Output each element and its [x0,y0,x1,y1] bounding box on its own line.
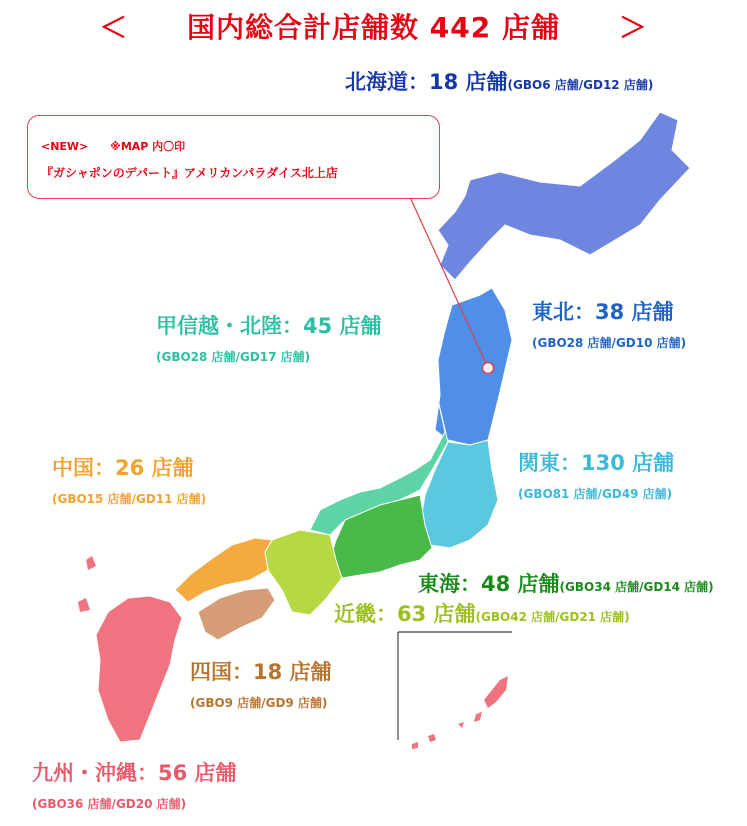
region-kinki [265,530,342,615]
region-tohoku [435,288,512,445]
tohoku-name: 東北：38 店舗 [532,300,674,324]
new-store-marker [483,363,494,374]
label-chugoku [52,452,206,507]
chugoku-detail: (GBO15 店舗/GD11 店舗) [52,492,207,506]
label-koshinetsu [156,310,382,365]
region-kyushu-islands [78,556,96,612]
tokai-detail: (GBO34 店舗/GD14 店舗) [559,580,714,594]
kyushu-detail: (GBO36 店舗/GD20 店舗) [32,797,187,811]
tokai-name: 東海：48 店舗 [418,572,560,596]
new-store-name: 『ガシャポンのデパート』アメリカンパラダイス北上店 [41,166,338,180]
label-tokai [418,568,714,598]
shikoku-name: 四国：18 店舗 [190,660,332,684]
left-arrow-icon: ＜ [99,11,129,44]
region-kyushu [96,596,182,742]
region-hokkaido [438,112,690,280]
koshinetsu-detail: (GBO28 店舗/GD17 店舗) [156,350,311,364]
kanto-detail: (GBO81 店舗/GD49 店舗) [518,487,673,501]
callout-header [41,138,185,154]
kinki-detail: (GBO42 店舗/GD21 店舗) [475,610,630,624]
label-kyushu [32,757,237,812]
label-kanto [518,447,674,502]
shikoku-detail: (GBO9 店舗/GD9 店舗) [190,696,328,710]
okinawa-inset-frame [398,632,512,740]
right-arrow-icon: ＞ [618,11,648,44]
kyushu-name: 九州・沖縄：56 店舗 [32,761,237,785]
new-store-callout [27,115,440,199]
chugoku-name: 中国：26 店舗 [52,456,194,480]
region-shikoku [198,588,275,640]
koshinetsu-name: 甲信越・北陸：45 店舗 [156,314,382,338]
kinki-name: 近畿：63 店舗 [334,602,476,626]
map-note: ※MAP 内〇印 [110,140,186,153]
label-tohoku [532,296,686,351]
page-title [0,6,747,46]
hokkaido-name: 北海道：18 店舗 [345,70,508,94]
title-text: 国内総合計店舗数 442 店舗 [187,11,560,44]
new-tag: <NEW> [41,140,89,153]
tohoku-detail: (GBO28 店舗/GD10 店舗) [532,336,687,350]
region-okinawa [412,676,508,749]
label-shikoku [190,656,332,711]
kanto-name: 関東：130 店舗 [518,451,675,475]
label-kinki [334,598,630,628]
label-hokkaido [345,66,653,96]
hokkaido-detail: (GBO6 店舗/GD12 店舗) [507,78,654,92]
